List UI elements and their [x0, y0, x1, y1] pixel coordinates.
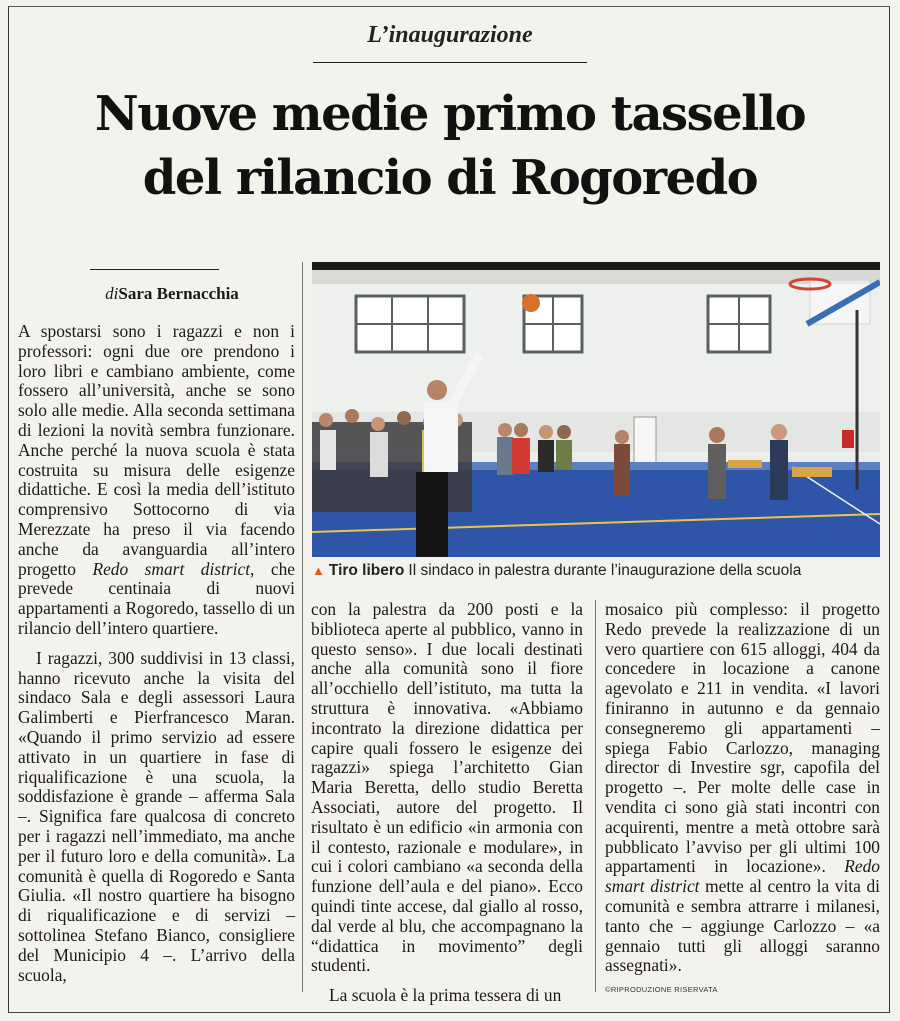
article-column-1 — [18, 322, 295, 985]
headline-line-2: del rilancio di Rogoredo — [142, 150, 758, 206]
article-column-2 — [311, 600, 583, 1006]
paragraph: mosaico più complesso: il progetto Redo prevede la realizzazione di un vero quartiere con 615 alloggi, 404 da concedere in locazione a canone agevolato e 211 in vendita. «I lavori finiranno in autunno e da gennaio consegneremo gli appartamenti – spiega Fabio Carlozzo, managing director di Investire sgr, capofila del progetto –. Per molte delle case in vendita ci sono già stati incontri con acquirenti, mentre a metà ottobre sarà pubblicato l’avviso per gli ultimi 100 appartamenti in locazione». Redo smart district mette al centro la vita di comunità e sembra attrarre i milanesi, tanto che – aggiunge Carlozzo – «a gennaio tutti gli alloggi saranno assegnati». — [605, 599, 880, 976]
byline-rule — [90, 269, 219, 270]
paragraph: A spostarsi sono i ragazzi e non i professori: ogni due ore prendono i loro libri e cambiano ambiente, come fossero all’università, anche se sono solo alle medie. Alla seconda settimana di lezioni la novità sembra funzionare. Anche perché la nuova scuola è stata costruita su misura delle esigenze didattiche. E così la media dell’istituto comprensivo Sottocorno di via Merezzate ha preso il via facendo anche da avanguardia all’intero progetto Redo smart district, che prevede centinaia di nuovi appartamenti a Rogoredo, tassello di un rilancio dell’intero quartiere. — [18, 321, 295, 638]
gym-illustration — [312, 262, 880, 557]
basketball — [522, 294, 540, 312]
byline — [72, 284, 272, 304]
paragraph: con la palestra da 200 posti e la biblioteca aperte al pubblico, vanno in questo senso». I due locali destinati anche alla comunità sono il fiore all’occhiello dell’istituto, ma tutta la struttura è innovativa. «Abbiamo incontrato la direzione didattica per capire quali fossero le esigenze dei ragazzi» spiega l’architetto Gian Maria Beretta, dello studio Beretta Associati, autore del progetto. Il risultato è un edificio «in armonia con il contesto, razionale e modulare», in cui i colori cambiano «a seconda della funzione dell’aula e del piano». Ecco quindi tinte accese, dal giallo al rosso, dal verde al blu, che accompagnano la “didattica in movimento” degli studenti. — [311, 599, 583, 976]
gym-photo — [312, 262, 880, 557]
caption-text: Il sindaco in palestra durante l’inaugurazione della scuola — [408, 562, 802, 579]
byline-author: Sara Bernacchia — [118, 284, 239, 303]
paragraph: La scuola è la prima tessera di un — [329, 985, 562, 1006]
caption-lead: Tiro libero — [328, 562, 405, 579]
column-divider — [595, 600, 596, 992]
column-divider — [302, 262, 303, 992]
article-headline — [0, 82, 900, 210]
article-kicker: L’inaugurazione — [367, 22, 533, 48]
kicker-rule — [313, 62, 587, 63]
caption-triangle-icon: ▲ — [312, 563, 325, 578]
article-column-3 — [605, 600, 880, 976]
photo-caption — [312, 562, 880, 580]
bottom-rule — [8, 1012, 889, 1013]
byline-prefix: di — [105, 284, 119, 303]
paragraph: I ragazzi, 300 suddivisi in 13 classi, hanno ricevuto anche la visita del sindaco Sala e degli assessori Laura Galimberti e Pierfrancesco Maran. «Quando il primo servizio ad essere attivato in un quartiere in fase di riqualificazione è una scuola, la soddisfazione è grande – afferma Sala –. Significa fare qualcosa di concreto per i ragazzi nell’immediato, ma anche per il futuro loro e della comunità». La comunità è quella di Rogoredo e Santa Giulia. «Il nostro quartiere ha bisogno di riqualificazione e di servizi – sottolinea Stefano Bianco, consigliere del Municipio 4 –. L’arrivo della scuola, — [18, 647, 295, 985]
copyright-notice: ©RIPRODUZIONE RISERVATA — [605, 985, 718, 994]
headline-line-1: Nuove medie primo tassello — [94, 86, 806, 142]
